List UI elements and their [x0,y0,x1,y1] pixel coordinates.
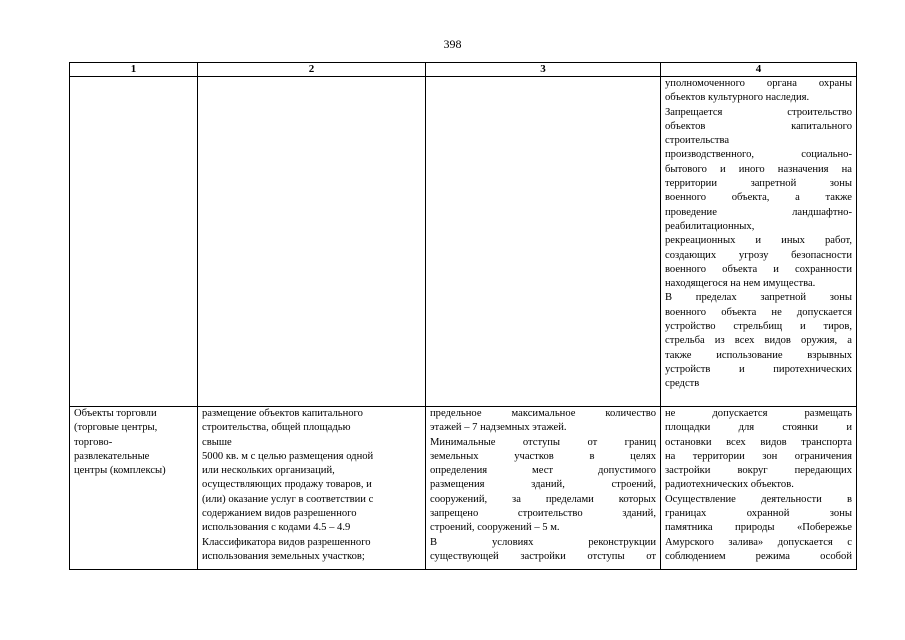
cell-row2-col4 [661,407,857,570]
text-line: размещения зданий, строений, [430,479,656,491]
text-line: торгово- [74,436,113,448]
text-line: В условиях реконструкции [430,536,656,548]
text-line: производственного, социально- [665,149,852,161]
text-line: определения мест допустимого [430,465,656,477]
table-row [70,77,857,407]
text-line: строений, сооружений – 5 м. [430,522,560,534]
text-line: Классификатора видов разрешенного [202,536,371,548]
text-line: сооружений, за пределами которых [430,493,656,505]
text-line: находящегося на нем имущества. [665,278,816,290]
table-header-row [70,63,857,77]
text-line: устройств и пиротехнических [665,363,852,375]
text-line: предельное максимальное количество [430,408,656,419]
page-number: 398 [443,37,462,51]
text-line: запрещено строительство зданий, [430,508,656,520]
cell-row2-col1 [70,407,198,570]
text-line: устройство стрельбищ и тиров, [665,321,852,333]
text-line: строительства, общей площадью [202,422,351,434]
text-line: военного объекта и сохранности [665,263,852,275]
text-line: или нескольких организаций, [202,465,335,477]
column-header-2: 2 [198,63,426,77]
cell-row1-col1 [70,77,198,407]
text-line: военного объекта не допускается [665,306,852,318]
text-line: памятника природы «Побережье [665,522,852,534]
text-line: радиотехнических объектов. [665,479,794,491]
text-line: остановки всех видов транспорта [665,436,852,448]
text-line: этажей – 7 надземных этажей. [430,422,567,434]
text-line: Объекты торговли [74,408,157,419]
text-line: использования с кодами 4.5 – 4.9 [202,522,351,534]
text-line: рекреационных и иных работ, [665,235,852,247]
column-header-3: 3 [426,63,661,77]
text-line: объектов капитального [665,120,852,132]
text-line: территории запретной зоны [665,178,852,190]
text-line: 5000 кв. м с целью размещения одной [202,450,374,462]
text-line: Амурского залива» допускается с [665,536,852,548]
text-line: использования земельных участков; [202,550,365,562]
text-line: соблюдением режима особой [665,550,852,562]
text-line: также использование взрывных [665,349,852,361]
text-line: не допускается размещать [665,408,852,419]
text-line: содержанием видов разрешенного [202,508,357,520]
text-line: проведение ландшафтно- [665,206,852,218]
text-line: бытового и иного назначения на [665,163,852,175]
cell-row2-col3 [426,407,661,570]
text-line: объектов культурного наследия. [665,92,810,104]
text-line: В пределах запретной зоны [665,292,852,304]
text-line: существующей застройки отступы от [430,550,656,562]
text-line: земельных участков в целях [430,450,656,462]
regulations-table [69,62,857,570]
text-line: реабилитационных, [665,220,755,232]
text-line: уполномоченного органа охраны [665,78,852,89]
text-line: центры (комплексы) [74,465,166,477]
text-line: (торговые центры, [74,422,158,434]
text-line: границах охранной зоны [665,508,852,520]
text-line: развлекательные [74,450,150,462]
text-line: строительства [665,135,730,147]
cell-row1-col2 [198,77,426,407]
text-line: на территории зон ограничения [665,450,852,462]
cell-row1-col4 [661,77,857,407]
cell-row2-col2 [198,407,426,570]
text-line: создающих угрозу безопасности [665,249,852,261]
cell-row1-col3 [426,77,661,407]
text-line: (или) оказание услуг в соответствии с [202,493,374,505]
text-line: Запрещается строительство [665,106,852,118]
column-header-1: 1 [70,63,198,77]
text-line: застройки вокруг передающих [665,465,852,477]
text-line: осуществляющих продажу товаров, и [202,479,372,491]
table-row [70,407,857,570]
text-line: размещение объектов капитального [202,408,363,419]
text-line: площадки для стоянки и [665,422,852,434]
text-line: Осуществление деятельности в [665,493,852,505]
text-line: военного объекта, а также [665,192,852,204]
text-line: средств [665,378,700,390]
column-header-4: 4 [661,63,857,77]
text-line: свыше [202,436,232,448]
text-line: Минимальные отступы от границ [430,436,656,448]
text-line: стрельба из всех видов оружия, а [665,335,852,347]
